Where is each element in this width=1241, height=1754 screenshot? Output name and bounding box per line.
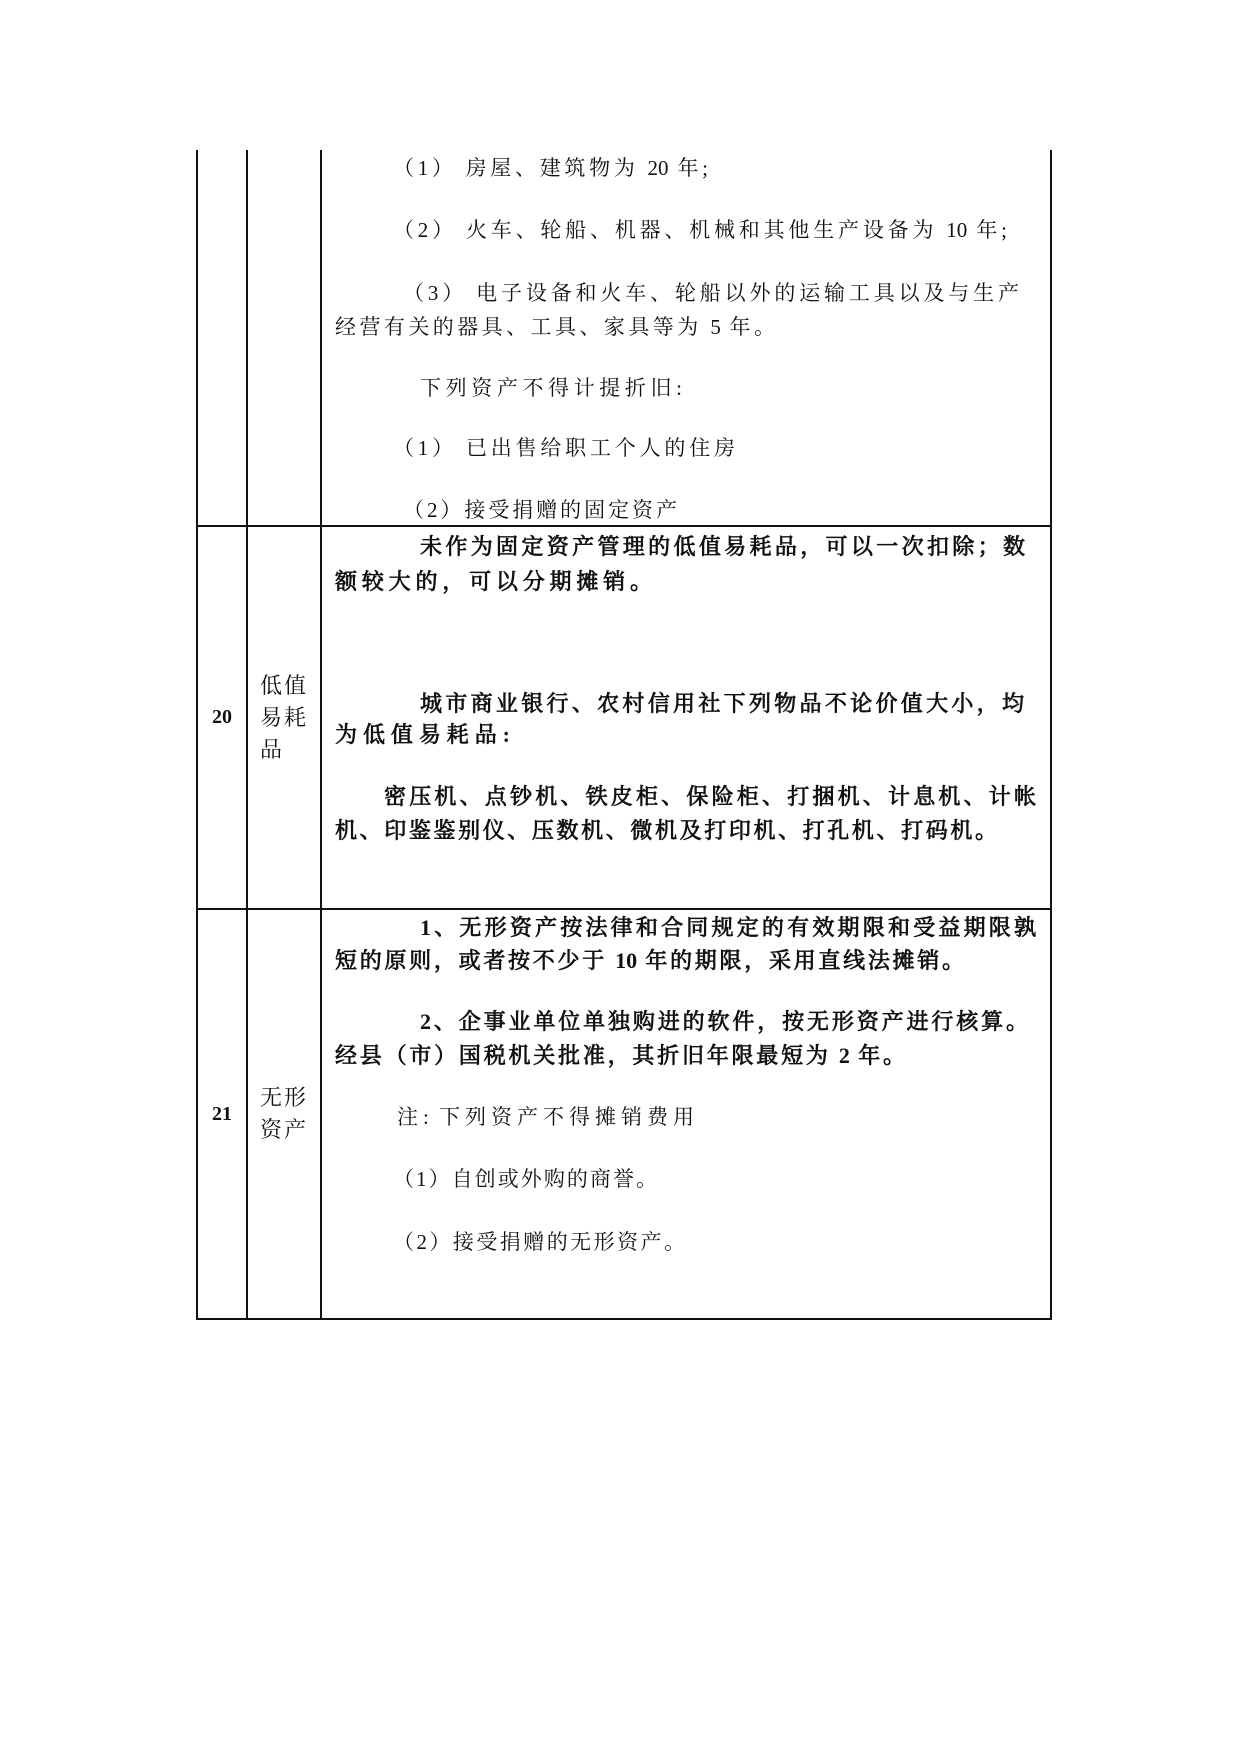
- row-number: 21: [212, 1102, 232, 1125]
- content-line: 密压机、点钞机、铁皮柜、保险柜、打捆机、计息机、计帐: [384, 784, 1036, 809]
- content-line: 未作为固定资产管理的低值易耗品，可以一次扣除；数: [420, 534, 1025, 559]
- content-line: （1）自创或外购的商誉。: [393, 1167, 657, 1191]
- content-line: （2）接受捐赠的固定资产: [403, 498, 677, 522]
- content-line: 经县（市）国税机关批准，其折旧年限最短为 2 年。: [335, 1043, 905, 1068]
- item-name-line: 品: [260, 736, 285, 762]
- item-name-line: 无形: [260, 1085, 309, 1110]
- content-line: 机、印鉴鉴别仪、压数机、微机及打印机、打孔机、打码机。: [335, 818, 997, 843]
- item-name-line: 易耗: [260, 704, 309, 730]
- row-number-cell: [198, 150, 246, 525]
- item-name-line: 低值: [260, 672, 309, 698]
- content-line: （2） 火车、轮船、机器、机械和其他生产设备为 10 年;: [393, 218, 1007, 242]
- item-name-line: 资产: [260, 1117, 309, 1142]
- row-number: 20: [212, 706, 232, 728]
- content-line: 短的原则，或者按不少于 10 年的期限，采用直线法摊销。: [335, 948, 964, 973]
- content-line: 下列资产不得计提折旧:: [420, 376, 682, 400]
- content-line: 城市商业银行、农村信用社下列物品不论价值大小，均: [420, 691, 1024, 716]
- content-line: （1） 房屋、建筑物为 20 年;: [393, 156, 708, 180]
- item-content-cell: [320, 527, 1050, 908]
- content-line: （3） 电子设备和火车、轮船以外的运输工具以及与生产: [403, 281, 1019, 305]
- table-row: [196, 527, 1052, 910]
- content-line: 经营有关的器具、工具、家具等为 5 年。: [335, 315, 775, 339]
- item-name-cell: [246, 910, 320, 1318]
- content-line: 1、无形资产按法律和合同规定的有效期限和受益期限孰: [420, 915, 1036, 940]
- item-content-cell: [320, 910, 1050, 1318]
- content-line: 2、企事业单位单独购进的软件，按无形资产进行核算。: [420, 1009, 1028, 1034]
- content-line: 为低值易耗品:: [335, 722, 510, 747]
- content-line: 额较大的，可以分期摊销。: [335, 569, 652, 594]
- content-line: 注: 下列资产不得摊销费用: [397, 1105, 694, 1129]
- item-name-cell: [246, 150, 320, 525]
- content-line: （2）接受捐赠的无形资产。: [393, 1230, 685, 1254]
- item-content-cell: [320, 150, 1050, 525]
- table-row: [196, 910, 1052, 1320]
- content-line: （1） 已出售给职工个人的住房: [393, 436, 735, 460]
- item-name-cell: [246, 527, 320, 908]
- table-row: [196, 150, 1052, 527]
- tax-table: [196, 150, 1052, 1320]
